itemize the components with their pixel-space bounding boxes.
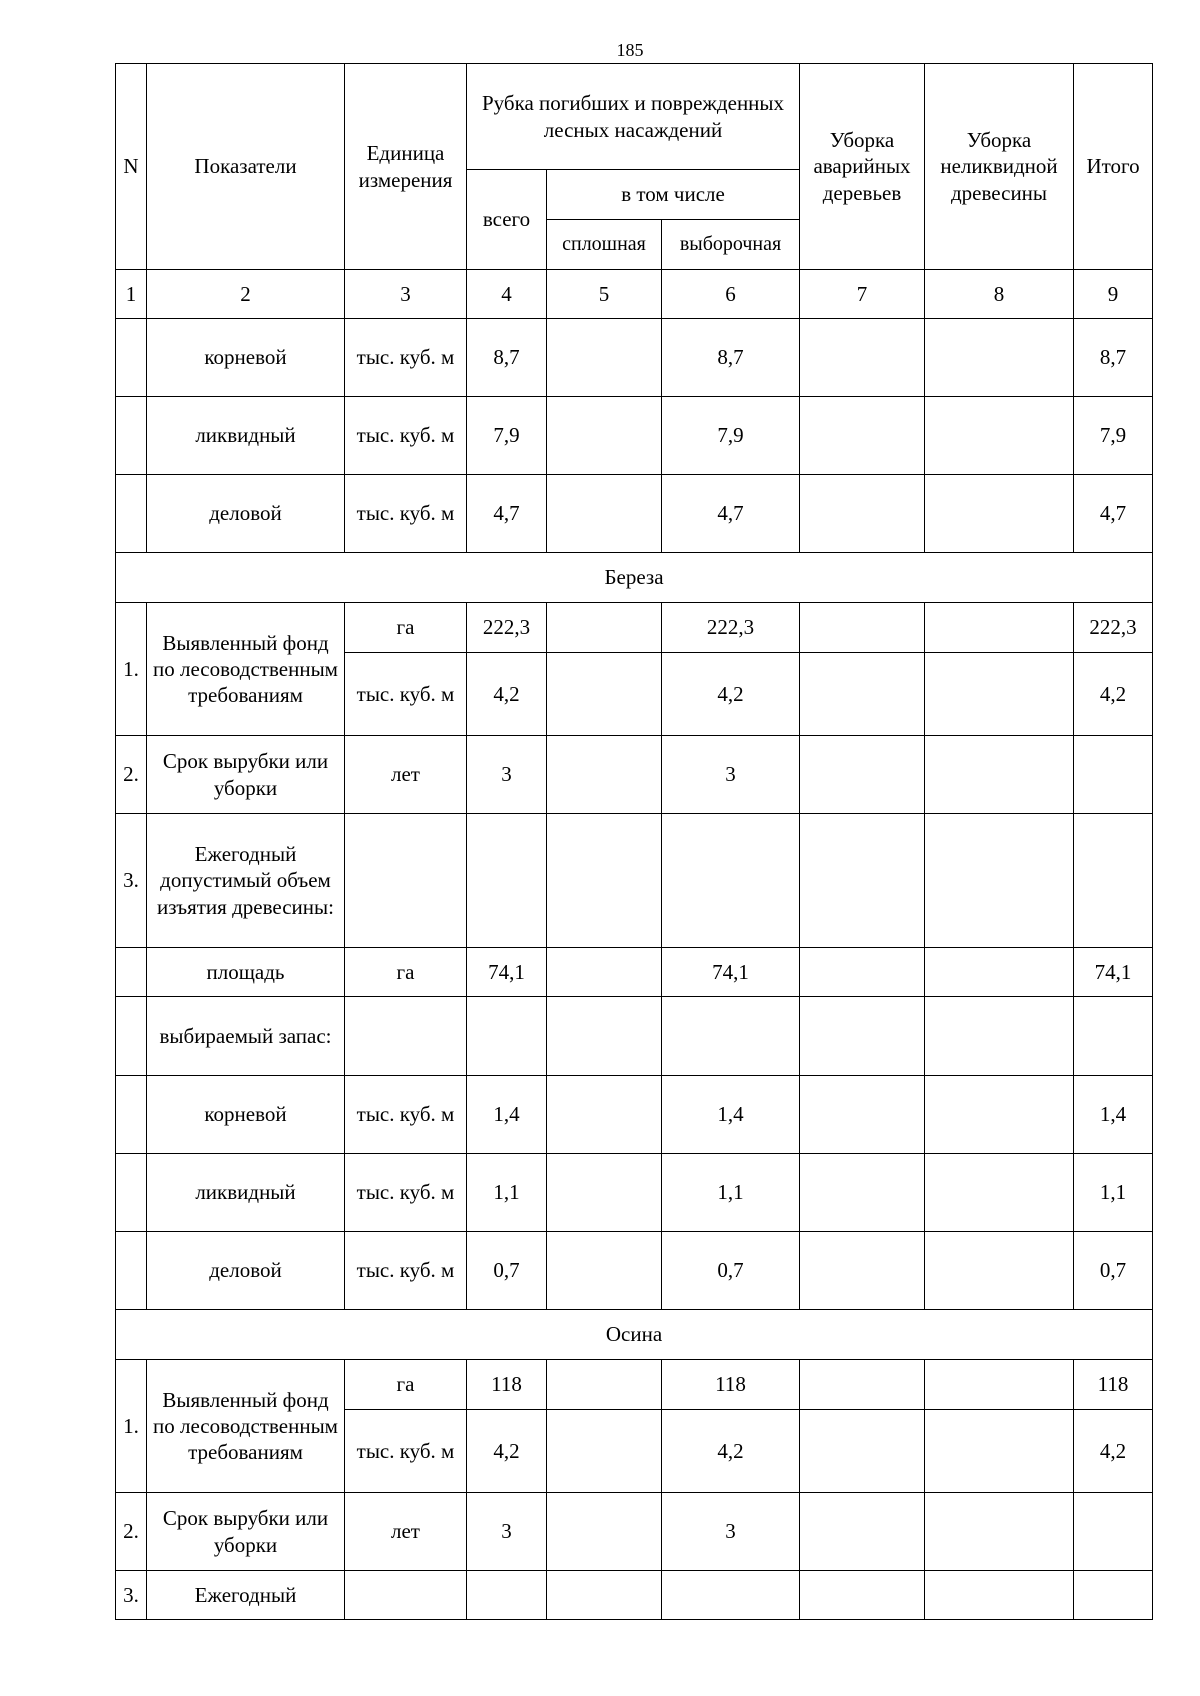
value-cell [800,653,925,736]
unit-cell [345,997,467,1076]
unit-cell: тыс. куб. м [345,653,467,736]
value-cell: 118 [662,1360,800,1410]
table-row [116,948,1153,997]
row-number: 3. [116,814,147,948]
value-cell [925,1493,1074,1571]
section-title-row [116,553,1153,603]
value-cell: 4,2 [1074,653,1153,736]
value-cell [662,814,800,948]
value-cell [800,997,925,1076]
column-number: 3 [345,270,467,319]
value-cell [925,814,1074,948]
unit-cell: га [345,948,467,997]
indicator-cell: деловой [147,475,345,553]
unit-cell: тыс. куб. м [345,319,467,397]
value-cell: 4,2 [1074,1410,1153,1493]
col-header-cutting-damaged: Рубка погибших и поврежденных лесных насаждений [467,64,800,170]
value-cell [547,319,662,397]
value-cell [1074,1571,1153,1620]
value-cell [547,603,662,653]
value-cell [925,319,1074,397]
value-cell: 4,7 [662,475,800,553]
value-cell [800,1571,925,1620]
value-cell: 1,1 [467,1154,547,1232]
value-cell: 0,7 [662,1232,800,1310]
section-title: Осина [116,1310,1153,1360]
value-cell: 74,1 [467,948,547,997]
value-cell [800,1493,925,1571]
unit-cell: га [345,1360,467,1410]
row-number: 3. [116,1571,147,1620]
value-cell: 0,7 [1074,1232,1153,1310]
unit-cell: лет [345,736,467,814]
value-cell: 4,7 [1074,475,1153,553]
value-cell: 118 [1074,1360,1153,1410]
indicator-cell: Выявленный фонд по лесоводственным требованиям [147,603,345,736]
value-cell [547,1493,662,1571]
column-number: 1 [116,270,147,319]
col-header-including: в том числе [547,170,800,220]
row-number [116,475,147,553]
col-header-total: Итого [1074,64,1153,270]
value-cell [1074,814,1153,948]
value-cell: 1,4 [467,1076,547,1154]
row-number [116,319,147,397]
value-cell [1074,1493,1153,1571]
value-cell [547,1571,662,1620]
value-cell [547,475,662,553]
value-cell [467,997,547,1076]
table-row [116,1076,1153,1154]
column-number-row [116,270,1153,319]
col-header-total-sub: всего [467,170,547,270]
value-cell: 222,3 [467,603,547,653]
value-cell: 7,9 [662,397,800,475]
row-number: 1. [116,603,147,736]
row-number [116,1154,147,1232]
unit-cell: лет [345,1493,467,1571]
table-row [116,997,1153,1076]
value-cell: 1,1 [662,1154,800,1232]
unit-cell [345,814,467,948]
indicator-cell: ликвидный [147,397,345,475]
indicator-cell: деловой [147,1232,345,1310]
table-row [116,1571,1153,1620]
value-cell [800,814,925,948]
value-cell [925,653,1074,736]
value-cell [925,475,1074,553]
value-cell: 222,3 [1074,603,1153,653]
value-cell [1074,736,1153,814]
unit-cell: тыс. куб. м [345,1154,467,1232]
value-cell [925,603,1074,653]
table-body [116,64,1153,1620]
value-cell [925,1571,1074,1620]
value-cell: 3 [662,1493,800,1571]
value-cell [925,1360,1074,1410]
value-cell: 4,2 [467,1410,547,1493]
value-cell: 1,4 [1074,1076,1153,1154]
table-row [116,1360,1153,1410]
table-row [116,475,1153,553]
indicator-cell: Срок вырубки или уборки [147,1493,345,1571]
row-number [116,997,147,1076]
value-cell [800,948,925,997]
value-cell [662,997,800,1076]
value-cell [800,1076,925,1154]
col-header-unit: Единица измерения [345,64,467,270]
value-cell [547,948,662,997]
value-cell: 3 [467,1493,547,1571]
row-number [116,1232,147,1310]
value-cell [547,397,662,475]
value-cell [800,319,925,397]
row-number: 2. [116,1493,147,1571]
section-title-row [116,1310,1153,1360]
indicator-cell: площадь [147,948,345,997]
value-cell [800,736,925,814]
indicator-cell: Ежегодный допустимый объем изъятия древесины: [147,814,345,948]
table-row [116,736,1153,814]
indicator-cell: корневой [147,319,345,397]
value-cell [925,1154,1074,1232]
unit-cell [345,1571,467,1620]
row-number [116,397,147,475]
value-cell: 7,9 [1074,397,1153,475]
value-cell [925,997,1074,1076]
value-cell: 8,7 [1074,319,1153,397]
unit-cell: тыс. куб. м [345,1076,467,1154]
value-cell [1074,997,1153,1076]
value-cell [800,1360,925,1410]
col-header-emergency: Уборка аварийных деревьев [800,64,925,270]
value-cell [547,1154,662,1232]
value-cell [800,1410,925,1493]
table-row [116,319,1153,397]
col-header-n: N [116,64,147,270]
value-cell [547,1076,662,1154]
unit-cell: тыс. куб. м [345,397,467,475]
value-cell [467,1571,547,1620]
value-cell: 1,1 [1074,1154,1153,1232]
column-number: 4 [467,270,547,319]
value-cell: 8,7 [467,319,547,397]
value-cell [800,1232,925,1310]
value-cell: 222,3 [662,603,800,653]
column-number: 5 [547,270,662,319]
indicator-cell: Выявленный фонд по лесоводственным требованиям [147,1360,345,1493]
column-number: 7 [800,270,925,319]
value-cell: 8,7 [662,319,800,397]
row-number: 1. [116,1360,147,1493]
table-row [116,1154,1153,1232]
unit-cell: тыс. куб. м [345,1232,467,1310]
table-row [116,1493,1153,1571]
value-cell: 118 [467,1360,547,1410]
indicator-cell: Срок вырубки или уборки [147,736,345,814]
value-cell: 4,2 [662,1410,800,1493]
value-cell [467,814,547,948]
value-cell [800,1154,925,1232]
value-cell [925,397,1074,475]
value-cell: 4,2 [662,653,800,736]
value-cell [925,1410,1074,1493]
value-cell [662,1571,800,1620]
column-number: 9 [1074,270,1153,319]
table-row [116,814,1153,948]
col-header-illiquid: Уборка неликвидной древесины [925,64,1074,270]
column-number: 8 [925,270,1074,319]
unit-cell: тыс. куб. м [345,475,467,553]
row-number: 2. [116,736,147,814]
row-number [116,1076,147,1154]
value-cell [800,603,925,653]
value-cell [547,1232,662,1310]
column-number: 2 [147,270,345,319]
unit-cell: тыс. куб. м [345,1410,467,1493]
value-cell [925,948,1074,997]
value-cell [925,736,1074,814]
value-cell: 3 [662,736,800,814]
value-cell [925,1232,1074,1310]
value-cell: 4,2 [467,653,547,736]
table-row [116,1232,1153,1310]
col-header-indicator: Показатели [147,64,345,270]
unit-cell: га [345,603,467,653]
col-header-selective: выборочная [662,220,800,270]
value-cell: 1,4 [662,1076,800,1154]
value-cell [800,475,925,553]
header-row [116,64,1153,170]
col-header-clear: сплошная [547,220,662,270]
value-cell [547,814,662,948]
value-cell: 3 [467,736,547,814]
value-cell: 4,7 [467,475,547,553]
value-cell: 74,1 [662,948,800,997]
value-cell [925,1076,1074,1154]
value-cell: 7,9 [467,397,547,475]
value-cell: 0,7 [467,1232,547,1310]
value-cell [547,1410,662,1493]
table-row [116,603,1153,653]
value-cell [547,1360,662,1410]
value-cell [800,397,925,475]
indicator-cell: ликвидный [147,1154,345,1232]
forest-data-table [115,63,1153,1620]
value-cell [547,997,662,1076]
page-number: 185 [616,40,644,60]
section-title: Береза [116,553,1153,603]
indicator-cell: выбираемый запас: [147,997,345,1076]
value-cell [547,736,662,814]
table-row [116,397,1153,475]
indicator-cell: Ежегодный [147,1571,345,1620]
row-number [116,948,147,997]
column-number: 6 [662,270,800,319]
value-cell: 74,1 [1074,948,1153,997]
indicator-cell: корневой [147,1076,345,1154]
value-cell [547,653,662,736]
